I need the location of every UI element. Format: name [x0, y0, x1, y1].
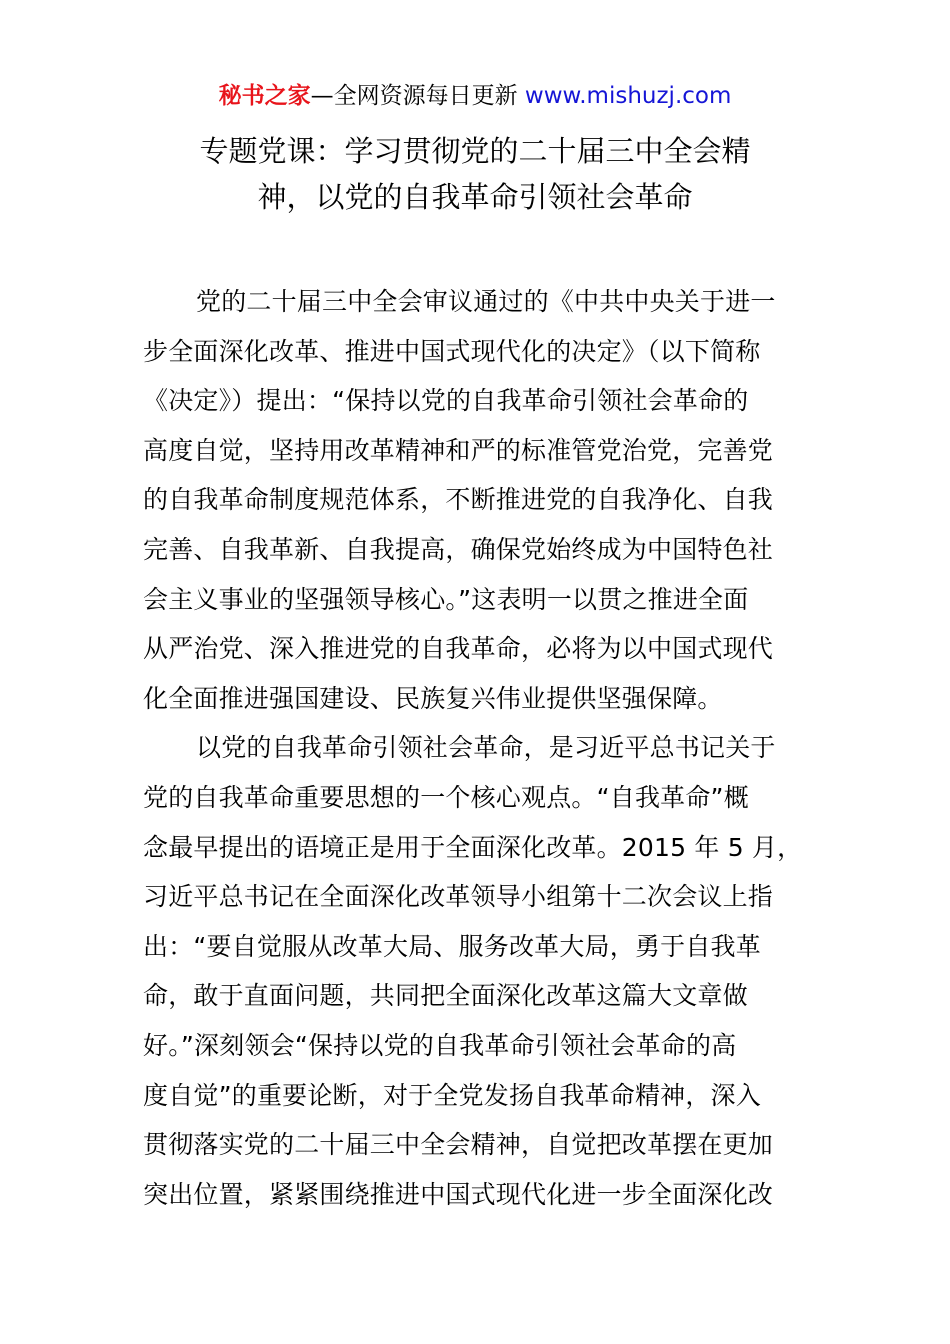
paragraph-2-line: 贯彻落实党的二十届三中全会精神，自觉把改革摆在更加	[143, 1130, 774, 1160]
document-body	[143, 277, 808, 1219]
paragraph-1-line: 《决定》）提出：“保持以党的自我革命引领社会革命的	[143, 386, 749, 416]
paragraph-2-line: 命，敢于直面问题，共同把全面深化改革这篇大文章做	[143, 981, 748, 1011]
title-line-2: 神，以党的自我革命引领社会革命	[257, 180, 693, 214]
paragraph-2-line: 突出位置，紧紧围绕推进中国式现代化进一步全面深化改	[143, 1179, 774, 1209]
paragraph-1-line: 的自我革命制度规范体系，不断推进党的自我净化、自我	[143, 485, 774, 515]
paragraph-1-line: 从严治党、深入推进党的自我革命，必将为以中国式现代	[143, 634, 774, 664]
paragraph-1-line: 步全面深化改革、推进中国式现代化的决定》（以下简称	[143, 336, 761, 366]
site-tagline: —全网资源每日更新	[310, 83, 518, 109]
paragraph-1-line: 完善、自我革新、自我提高，确保党始终成为中国特色社	[143, 534, 774, 564]
paragraph-2-line: 习近平总书记在全面深化改革领导小组第十二次会议上指	[143, 882, 774, 912]
paragraph-1-line: 党的二十届三中全会审议通过的《中共中央关于进一	[196, 287, 776, 316]
document-title	[120, 128, 830, 220]
paragraph-2-line: 度自觉”的重要论断，对于全党发扬自我革命精神，深入	[143, 1080, 761, 1110]
paragraph-1-line: 会主义事业的坚强领导核心。”这表明一以贯之推进全面	[143, 584, 749, 614]
paragraph-1-line: 化全面推进强国建设、民族复兴伟业提供坚强保障。	[143, 683, 723, 713]
paragraph-2-line: 好。”深刻领会“保持以党的自我革命引领社会革命的高	[143, 1030, 737, 1060]
paragraph-1-line: 高度自觉，坚持用改革精神和严的标准管党治党，完善党	[143, 435, 774, 465]
paragraph-2-line: 以党的自我革命引领社会革命，是习近平总书记关于	[196, 733, 776, 763]
site-url-link[interactable]: www.mishuzj.com	[524, 83, 732, 109]
title-line-1: 专题党课：学习贯彻党的二十届三中全会精	[199, 134, 751, 168]
paragraph-2-line: 念最早提出的语境正是用于全面深化改革。2015 年 5 月，	[143, 832, 803, 862]
site-brand: 秘书之家	[218, 83, 311, 109]
paragraph-2-line: 出：“要自觉服从改革大局、服务改革大局，勇于自我革	[143, 931, 761, 961]
paragraph-2-line: 党的自我革命重要思想的一个核心观点。“自我革命”概	[143, 782, 749, 812]
site-header	[0, 80, 950, 112]
